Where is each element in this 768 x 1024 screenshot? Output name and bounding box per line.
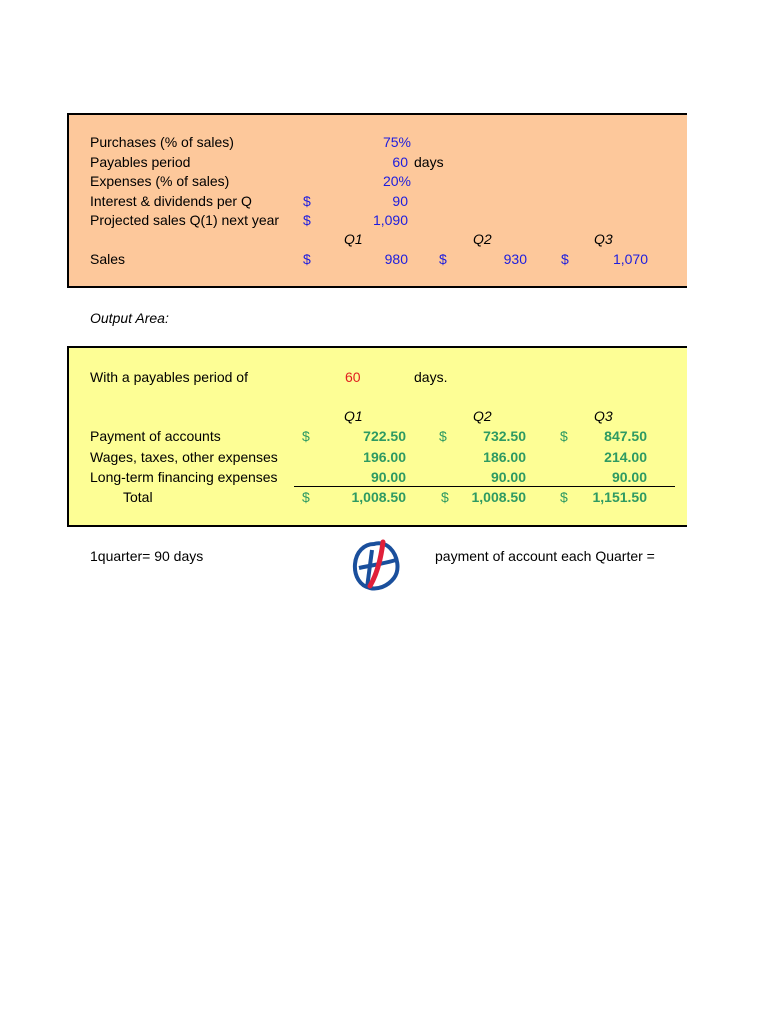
input-dollar-interest: $ [303, 193, 311, 209]
input-unit-payables: days [414, 154, 444, 170]
payment-dollar-q3: $ [560, 428, 568, 444]
input-label-projected-sales: Projected sales Q(1) next year [90, 212, 280, 228]
payment-value-q3: 847.50 [604, 428, 647, 444]
sales-dollar-q2: $ [439, 251, 447, 267]
payment-value-q1: 722.50 [363, 428, 406, 444]
sales-dollar-q1: $ [303, 251, 311, 267]
payables-unit: days. [414, 369, 448, 385]
payment-each-quarter-note: payment of account each Quarter = [435, 548, 655, 564]
financing-value-q2: 90.00 [490, 469, 526, 485]
sales-value-q3[interactable]: 1,070 [612, 251, 648, 267]
wages-value-q2: 186.00 [483, 449, 526, 465]
input-label-interest: Interest & dividends per Q [90, 193, 252, 209]
sales-label: Sales [90, 251, 126, 267]
total-value-q1: 1,008.50 [351, 489, 406, 505]
input-label-payables: Payables period [90, 154, 191, 170]
sales-value-q1[interactable]: 980 [384, 251, 408, 267]
input-value-expenses[interactable]: 20% [382, 173, 411, 189]
payment-dollar-q2: $ [439, 428, 447, 444]
total-value-q3: 1,151.50 [592, 489, 647, 505]
wages-value-q3: 214.00 [604, 449, 647, 465]
output-quarter-header-q1: Q1 [344, 408, 363, 424]
total-value-q2: 1,008.50 [471, 489, 526, 505]
financing-value-q1: 90.00 [370, 469, 406, 485]
sales-dollar-q3: $ [561, 251, 569, 267]
payables-value: 60 [345, 369, 361, 385]
output-area-label: Output Area: [90, 310, 169, 326]
output-quarter-header-q3: Q3 [594, 408, 613, 424]
long-term-financing-label: Long-term financing expenses [90, 469, 278, 485]
total-dollar-q1: $ [302, 489, 310, 505]
input-value-interest[interactable]: 90 [392, 193, 408, 209]
payment-dollar-q1: $ [302, 428, 310, 444]
input-label-expenses: Expenses (% of sales) [90, 173, 230, 189]
sales-value-q2[interactable]: 930 [503, 251, 527, 267]
wages-label: Wages, taxes, other expenses [90, 449, 278, 465]
financing-value-q3: 90.00 [611, 469, 647, 485]
input-quarter-header-q2: Q2 [473, 231, 492, 247]
quarter-days-note: 1quarter= 90 days [90, 548, 204, 564]
input-label-purchases: Purchases (% of sales) [90, 134, 234, 150]
total-separator-line [294, 486, 675, 487]
payables-text: With a payables period of [90, 369, 248, 385]
total-dollar-q3: $ [560, 489, 568, 505]
input-value-projected-sales[interactable]: 1,090 [372, 212, 408, 228]
input-dollar-projected-sales: $ [303, 212, 311, 228]
payment-value-q2: 732.50 [483, 428, 526, 444]
input-quarter-header-q3: Q3 [594, 231, 613, 247]
wages-value-q1: 196.00 [363, 449, 406, 465]
total-label: Total [123, 489, 153, 505]
payment-of-accounts-label: Payment of accounts [90, 428, 221, 444]
input-value-purchases[interactable]: 75% [382, 134, 411, 150]
total-dollar-q2: $ [441, 489, 449, 505]
output-quarter-header-q2: Q2 [473, 408, 492, 424]
scribble-mark-icon [350, 538, 402, 594]
input-quarter-header-q1: Q1 [344, 231, 363, 247]
input-value-payables[interactable]: 60 [392, 154, 408, 170]
